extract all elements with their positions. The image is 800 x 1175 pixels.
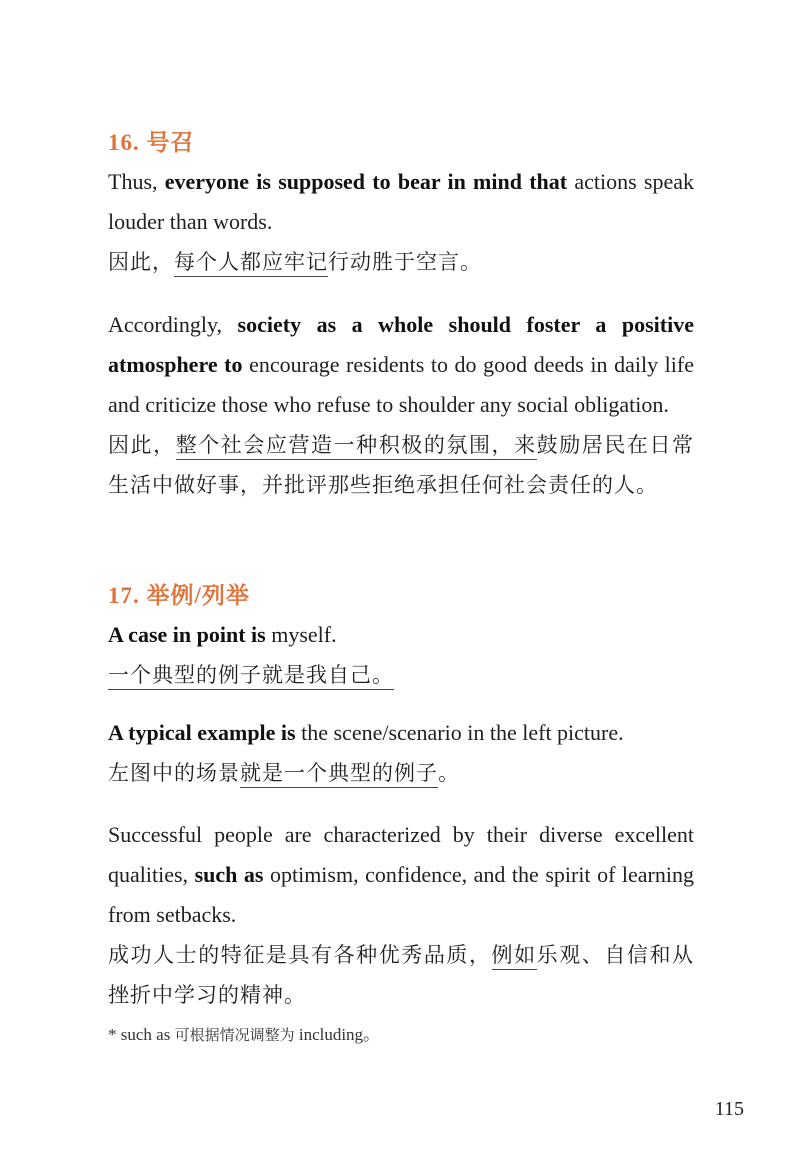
key-phrase: society as a whole should foster a positive atmosphere to [108,312,694,377]
example-chinese: 因此，每个人都应牢记行动胜于空言。 [108,242,694,282]
footnote: * such as 可根据情况调整为 including。 [108,1025,381,1044]
example-chinese: 一个典型的例子就是我自己。 [108,655,694,695]
key-phrase: everyone is supposed to bear in mind that [164,169,568,194]
section-16-example-1 [108,162,694,282]
example-english: Successful people are characterized by their diverse excellent qualities, such as optimism, confidence, and the spirit of learning from setbacks. [108,822,694,927]
example-chinese: 因此，整个社会应营造一种积极的氛围，来鼓励居民在日常生活中做好事，并批评那些拒绝承担任何社会责任的人。 [108,433,695,497]
section-17-example-2 [108,713,694,793]
example-chinese: 成功人士的特征是具有各种优秀品质，例如乐观、自信和从挫折中学习的精神。 [108,943,695,1007]
page-number: 115 [714,1098,744,1120]
underlined-phrase: 例如 [492,943,537,970]
section-17-example-3 [108,815,694,1015]
example-english: Accordingly, society as a whole should foster a positive atmosphere to encourage residents to do good deeds in daily life and criticize those who refuse to shoulder any social obligation. [108,312,694,417]
example-english: A case in point is myself. [108,622,337,647]
underlined-phrase: 每个人都应牢记 [174,250,328,277]
key-phrase: A typical example is [108,720,296,745]
section-16-example-2 [108,305,694,505]
example-english: Thus, everyone is supposed to bear in mind that actions speak louder than words. [108,169,695,234]
underlined-phrase: 来 [514,433,537,460]
section-16-title: 16. 号召 [108,130,195,155]
section-17-title: 17. 举例/列举 [108,583,250,608]
key-phrase: such as [194,862,264,887]
example-chinese: 左图中的场景就是一个典型的例子。 [108,753,694,793]
underlined-phrase: 一个典型的例子就是 [108,663,306,690]
underlined-phrase: 就是一个典型的例子 [240,761,438,788]
example-english: A typical example is the scene/scenario in the left picture. [108,720,624,745]
underlined-phrase: 整个社会应营造一种积极的氛围， [176,433,514,460]
key-phrase: A case in point is [108,622,266,647]
section-17-example-1 [108,615,694,695]
